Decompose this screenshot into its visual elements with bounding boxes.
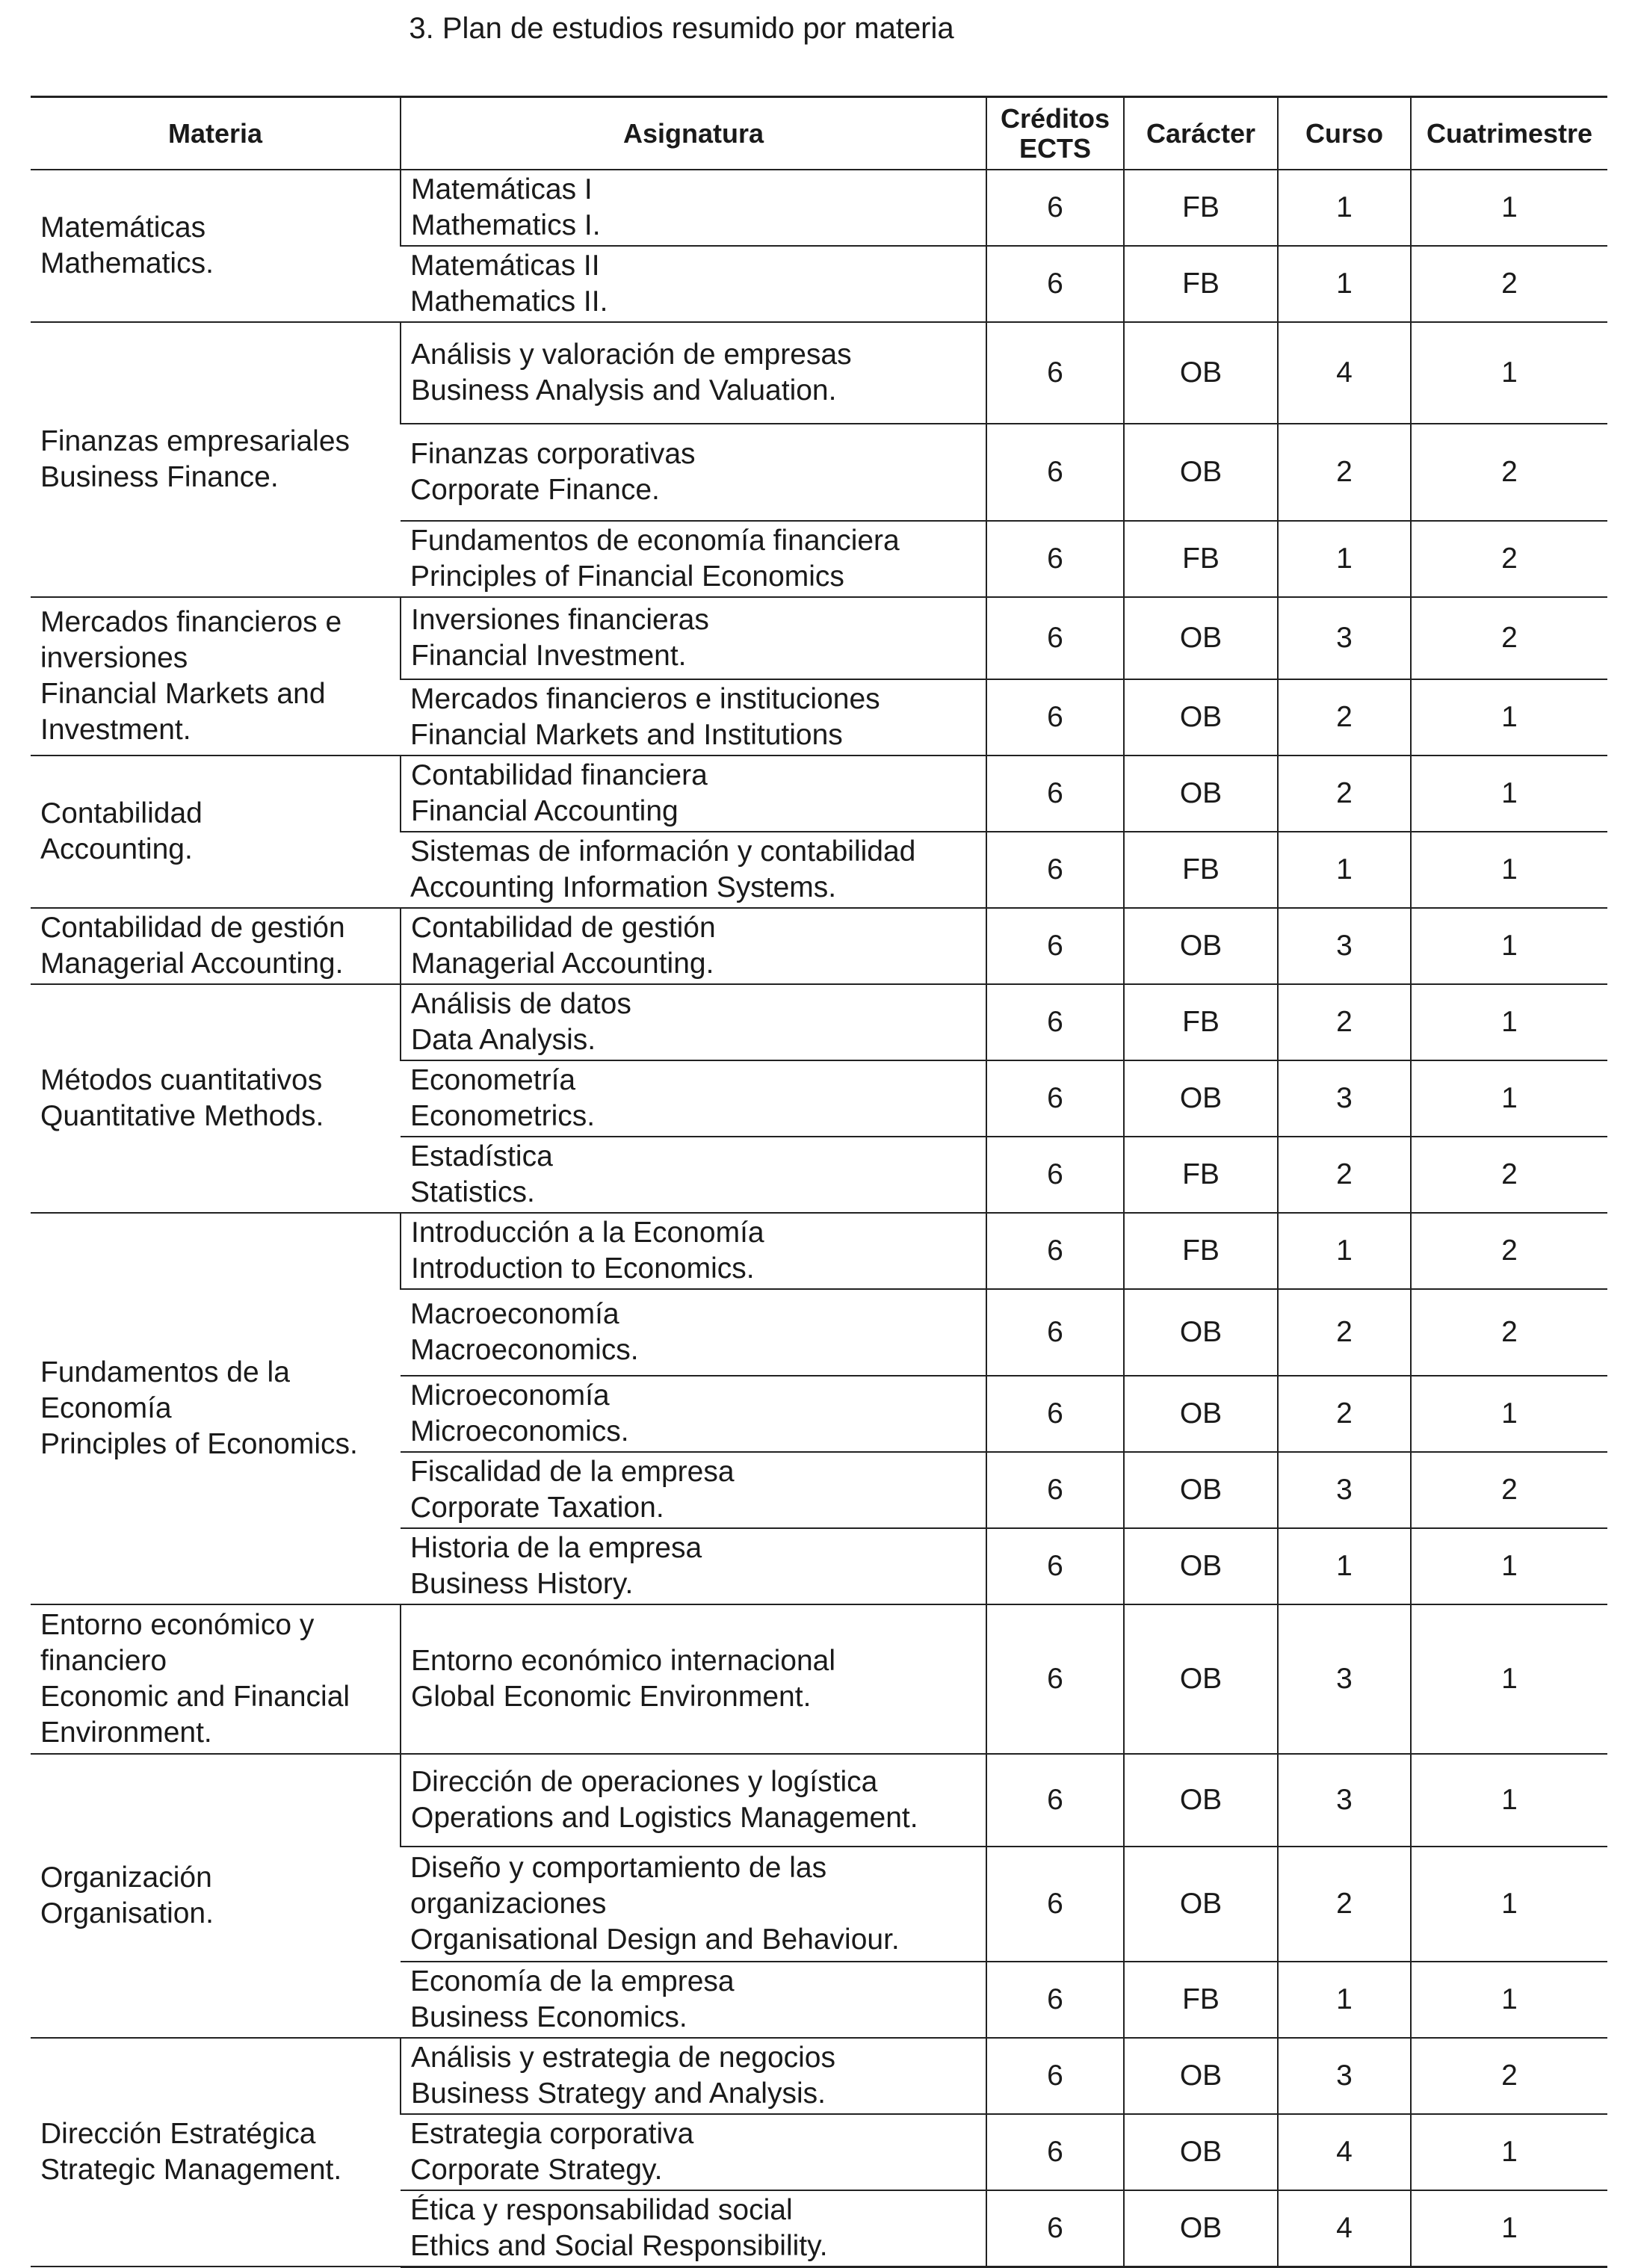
- cuatrimestre-cell: 2: [1411, 597, 1607, 679]
- asignatura-en: Financial Investment.: [411, 640, 687, 672]
- table-row: [31, 908, 1607, 984]
- caracter-cell: OB: [1124, 2038, 1278, 2114]
- caracter-cell: OB: [1124, 424, 1278, 521]
- curriculum-table: [31, 96, 1607, 2268]
- asignatura-en: Microeconomics.: [410, 1415, 629, 1447]
- table-row: [31, 1213, 1607, 1289]
- asignatura-es: Historia de la empresa: [410, 1532, 702, 1564]
- materia-line: Contabilidad: [40, 797, 203, 829]
- table-row: [31, 170, 1607, 246]
- asignatura-cell: [401, 1213, 986, 1289]
- cuatrimestre-cell: 1: [1411, 2190, 1607, 2267]
- cuatrimestre-cell: 2: [1411, 1213, 1607, 1289]
- creditos-cell: 6: [986, 170, 1124, 246]
- caracter-cell: FB: [1124, 984, 1278, 1060]
- asignatura-en: Data Analysis.: [411, 1024, 596, 1056]
- asignatura-en: Ethics and Social Responsibility.: [410, 2229, 828, 2262]
- header-cuatrimestre: Cuatrimestre: [1411, 97, 1607, 170]
- asignatura-en: Corporate Finance.: [410, 474, 660, 506]
- curso-cell: 1: [1278, 170, 1411, 246]
- table-row: [31, 322, 1607, 424]
- asignatura-en: Financial Accounting: [411, 795, 679, 827]
- materia-line: Métodos cuantitativos: [40, 1064, 323, 1096]
- asignatura-en: Business History.: [410, 1568, 634, 1600]
- asignatura-cell: [401, 2114, 986, 2190]
- materia-line: Organisation.: [40, 1897, 214, 1929]
- materia-line: Quantitative Methods.: [40, 1100, 324, 1132]
- table-row: [31, 1754, 1607, 1847]
- asignatura-en: Mathematics I.: [411, 209, 601, 241]
- asignatura-en: Financial Markets and Institutions: [410, 719, 843, 751]
- asignatura-es: Economía de la empresa: [410, 1965, 735, 1997]
- creditos-cell: 6: [986, 679, 1124, 756]
- caracter-cell: OB: [1124, 679, 1278, 756]
- cuatrimestre-cell: 2: [1411, 2038, 1607, 2114]
- caracter-cell: FB: [1124, 170, 1278, 246]
- materia-line: Accounting.: [40, 833, 193, 865]
- asignatura-es: Análisis de datos: [411, 988, 631, 1020]
- creditos-cell: 6: [986, 756, 1124, 832]
- materia-line: Managerial Accounting.: [40, 948, 344, 980]
- asignatura-en: Managerial Accounting.: [411, 948, 714, 980]
- cuatrimestre-cell: 1: [1411, 984, 1607, 1060]
- creditos-cell: 6: [986, 984, 1124, 1060]
- creditos-cell: 6: [986, 2114, 1124, 2190]
- cuatrimestre-cell: 1: [1411, 908, 1607, 984]
- cuatrimestre-cell: 1: [1411, 1604, 1607, 1754]
- asignatura-cell: [401, 1528, 986, 1604]
- cuatrimestre-cell: 1: [1411, 170, 1607, 246]
- cuatrimestre-cell: 1: [1411, 1528, 1607, 1604]
- creditos-cell: 6: [986, 424, 1124, 521]
- caracter-cell: OB: [1124, 1528, 1278, 1604]
- cuatrimestre-cell: 1: [1411, 679, 1607, 756]
- asignatura-es: Análisis y estrategia de negocios: [411, 2042, 835, 2074]
- asignatura-en: Global Economic Environment.: [411, 1681, 812, 1713]
- asignatura-es: Análisis y valoración de empresas: [411, 339, 852, 371]
- asignatura-en: Business Strategy and Analysis.: [411, 2077, 826, 2110]
- curso-cell: 2: [1278, 1376, 1411, 1452]
- caracter-cell: OB: [1124, 908, 1278, 984]
- curso-cell: 2: [1278, 1137, 1411, 1213]
- materia-line: Entorno económico y financiero: [40, 1609, 315, 1677]
- curso-cell: 3: [1278, 1754, 1411, 1847]
- curso-cell: 2: [1278, 679, 1411, 756]
- creditos-cell: 6: [986, 1962, 1124, 2038]
- cuatrimestre-cell: 1: [1411, 2114, 1607, 2190]
- asignatura-cell: [401, 1289, 986, 1376]
- asignatura-es: Matemáticas II: [410, 250, 600, 282]
- asignatura-cell: [401, 679, 986, 756]
- asignatura-en: Organisational Design and Behaviour.: [410, 1924, 900, 1956]
- asignatura-es: Fundamentos de economía financiera: [410, 525, 900, 557]
- asignatura-cell: [401, 1452, 986, 1528]
- materia-line: Strategic Management.: [40, 2154, 342, 2186]
- curso-cell: 1: [1278, 1962, 1411, 2038]
- caracter-cell: OB: [1124, 2190, 1278, 2267]
- curso-cell: 3: [1278, 597, 1411, 679]
- page-title-text: 3. Plan de estudios resumido por materia: [409, 12, 954, 45]
- table-row: [31, 597, 1607, 679]
- asignatura-en: Operations and Logistics Management.: [411, 1802, 918, 1834]
- materia-cell: [31, 756, 401, 908]
- curso-cell: 2: [1278, 756, 1411, 832]
- header-creditos: [986, 97, 1124, 170]
- page-title: [0, 12, 1635, 46]
- caracter-cell: FB: [1124, 246, 1278, 322]
- cuatrimestre-cell: 1: [1411, 322, 1607, 424]
- curso-cell: 4: [1278, 322, 1411, 424]
- caracter-cell: FB: [1124, 1213, 1278, 1289]
- asignatura-en: Macroeconomics.: [410, 1334, 639, 1366]
- curso-cell: 2: [1278, 1847, 1411, 1962]
- materia-cell: [31, 984, 401, 1213]
- materia-line: Financial Markets and Investment.: [40, 678, 326, 746]
- curso-cell: 3: [1278, 1604, 1411, 1754]
- asignatura-es: Dirección de operaciones y logística: [411, 1766, 878, 1798]
- asignatura-cell: [401, 322, 986, 424]
- caracter-cell: FB: [1124, 1962, 1278, 2038]
- materia-cell: [31, 1213, 401, 1604]
- creditos-cell: 6: [986, 2038, 1124, 2114]
- asignatura-es: Contabilidad de gestión: [411, 912, 716, 944]
- asignatura-es: Estrategia corporativa: [410, 2118, 694, 2150]
- materia-line: Matemáticas: [40, 211, 206, 244]
- creditos-cell: 6: [986, 521, 1124, 597]
- materia-cell: [31, 1604, 401, 1754]
- caracter-cell: OB: [1124, 2114, 1278, 2190]
- cuatrimestre-cell: 1: [1411, 832, 1607, 908]
- creditos-cell: 6: [986, 1452, 1124, 1528]
- asignatura-en: Corporate Strategy.: [410, 2154, 663, 2186]
- table-row: [31, 2038, 1607, 2114]
- creditos-cell: 6: [986, 597, 1124, 679]
- asignatura-cell: [401, 597, 986, 679]
- asignatura-en: Business Economics.: [410, 2001, 687, 2033]
- curso-cell: 2: [1278, 424, 1411, 521]
- asignatura-cell: [401, 1376, 986, 1452]
- creditos-cell: 6: [986, 1060, 1124, 1137]
- cuatrimestre-cell: 1: [1411, 1847, 1607, 1962]
- asignatura-en: Corporate Taxation.: [410, 1492, 664, 1524]
- curso-cell: 3: [1278, 2038, 1411, 2114]
- asignatura-es: Microeconomía: [410, 1379, 610, 1412]
- asignatura-es: Ética y responsabilidad social: [410, 2193, 793, 2226]
- caracter-cell: OB: [1124, 597, 1278, 679]
- cuatrimestre-cell: 1: [1411, 756, 1607, 832]
- asignatura-es: Estadística: [410, 1140, 553, 1172]
- materia-line: Mathematics.: [40, 247, 214, 279]
- caracter-cell: FB: [1124, 832, 1278, 908]
- caracter-cell: OB: [1124, 1452, 1278, 1528]
- caracter-cell: OB: [1124, 756, 1278, 832]
- creditos-cell: 6: [986, 1754, 1124, 1847]
- curso-cell: 4: [1278, 2190, 1411, 2267]
- cuatrimestre-cell: 1: [1411, 1962, 1607, 2038]
- asignatura-en: Business Analysis and Valuation.: [411, 374, 837, 407]
- asignatura-cell: [401, 1847, 986, 1962]
- caracter-cell: OB: [1124, 1754, 1278, 1847]
- caracter-cell: FB: [1124, 521, 1278, 597]
- creditos-cell: 6: [986, 322, 1124, 424]
- asignatura-en: Principles of Financial Economics: [410, 560, 844, 593]
- asignatura-es: Contabilidad financiera: [411, 759, 708, 791]
- materia-line: Economic and Financial Environment.: [40, 1681, 350, 1749]
- curso-cell: 2: [1278, 1289, 1411, 1376]
- materia-line: Contabilidad de gestión: [40, 912, 345, 944]
- creditos-cell: 6: [986, 2190, 1124, 2267]
- creditos-cell: 6: [986, 1847, 1124, 1962]
- cuatrimestre-cell: 1: [1411, 1376, 1607, 1452]
- cuatrimestre-cell: 2: [1411, 1289, 1607, 1376]
- creditos-cell: 6: [986, 1604, 1124, 1754]
- asignatura-cell: [401, 984, 986, 1060]
- asignatura-en: Mathematics II.: [410, 285, 608, 318]
- asignatura-cell: [401, 521, 986, 597]
- materia-cell: [31, 1754, 401, 2038]
- creditos-cell: 6: [986, 1213, 1124, 1289]
- header-materia: Materia: [31, 97, 401, 170]
- creditos-cell: 6: [986, 1376, 1124, 1452]
- asignatura-es: Fiscalidad de la empresa: [410, 1456, 735, 1488]
- table-row: [31, 1604, 1607, 1754]
- cuatrimestre-cell: 2: [1411, 246, 1607, 322]
- asignatura-es: Econometría: [410, 1064, 576, 1096]
- header-creditos-label: Créditos ECTS: [1000, 102, 1110, 164]
- caracter-cell: OB: [1124, 1060, 1278, 1137]
- caracter-cell: FB: [1124, 1137, 1278, 1213]
- asignatura-es: Inversiones financieras: [411, 604, 709, 636]
- header-row: [31, 97, 1607, 170]
- asignatura-cell: [401, 246, 986, 322]
- asignatura-en: Accounting Information Systems.: [410, 871, 837, 903]
- cuatrimestre-cell: 2: [1411, 1452, 1607, 1528]
- asignatura-es: Mercados financieros e instituciones: [410, 683, 880, 715]
- materia-line: Fundamentos de la Economía: [40, 1356, 290, 1424]
- caracter-cell: OB: [1124, 1376, 1278, 1452]
- materia-cell: [31, 908, 401, 984]
- curso-cell: 1: [1278, 521, 1411, 597]
- creditos-cell: 6: [986, 246, 1124, 322]
- caracter-cell: OB: [1124, 1847, 1278, 1962]
- asignatura-cell: [401, 2190, 986, 2267]
- caracter-cell: OB: [1124, 1289, 1278, 1376]
- curso-cell: 4: [1278, 2114, 1411, 2190]
- asignatura-en: Econometrics.: [410, 1100, 596, 1132]
- asignatura-es: Diseño y comportamiento de las organizaciones: [410, 1852, 827, 1920]
- curso-cell: 1: [1278, 1213, 1411, 1289]
- curso-cell: 1: [1278, 246, 1411, 322]
- asignatura-es: Matemáticas I: [411, 173, 593, 206]
- asignatura-es: Sistemas de información y contabilidad: [410, 835, 916, 868]
- creditos-cell: 6: [986, 1137, 1124, 1213]
- asignatura-cell: [401, 1962, 986, 2038]
- materia-line: Dirección Estratégica: [40, 2118, 316, 2150]
- materia-cell: [31, 2038, 401, 2267]
- asignatura-cell: [401, 1604, 986, 1754]
- asignatura-es: Entorno económico internacional: [411, 1645, 836, 1677]
- asignatura-cell: [401, 1060, 986, 1137]
- materia-line: Mercados financieros e inversiones: [40, 606, 342, 674]
- materia-line: Business Finance.: [40, 461, 279, 493]
- cuatrimestre-cell: 2: [1411, 521, 1607, 597]
- curso-cell: 1: [1278, 1528, 1411, 1604]
- asignatura-cell: [401, 1137, 986, 1213]
- asignatura-cell: [401, 2038, 986, 2114]
- table-row: [31, 756, 1607, 832]
- asignatura-cell: [401, 170, 986, 246]
- asignatura-es: Macroeconomía: [410, 1298, 619, 1330]
- curso-cell: 2: [1278, 984, 1411, 1060]
- materia-cell: [31, 322, 401, 597]
- table-body: [31, 170, 1607, 2267]
- asignatura-en: Statistics.: [410, 1176, 535, 1208]
- caracter-cell: OB: [1124, 322, 1278, 424]
- curso-cell: 3: [1278, 1060, 1411, 1137]
- creditos-cell: 6: [986, 1289, 1124, 1376]
- materia-line: Organización: [40, 1861, 212, 1894]
- asignatura-cell: [401, 1754, 986, 1847]
- asignatura-cell: [401, 832, 986, 908]
- materia-line: Principles of Economics.: [40, 1428, 358, 1460]
- cuatrimestre-cell: 2: [1411, 1137, 1607, 1213]
- materia-cell: [31, 597, 401, 756]
- asignatura-en: Introduction to Economics.: [411, 1252, 755, 1285]
- asignatura-es: Introducción a la Economía: [411, 1217, 764, 1249]
- cuatrimestre-cell: 1: [1411, 1754, 1607, 1847]
- curso-cell: 3: [1278, 1452, 1411, 1528]
- asignatura-es: Finanzas corporativas: [410, 438, 696, 470]
- curso-cell: 1: [1278, 832, 1411, 908]
- asignatura-cell: [401, 908, 986, 984]
- curso-cell: 3: [1278, 908, 1411, 984]
- creditos-cell: 6: [986, 832, 1124, 908]
- creditos-cell: 6: [986, 908, 1124, 984]
- header-curso: Curso: [1278, 97, 1411, 170]
- materia-line: Finanzas empresariales: [40, 425, 350, 457]
- header-caracter: Carácter: [1124, 97, 1278, 170]
- cuatrimestre-cell: 1: [1411, 1060, 1607, 1137]
- materia-cell: [31, 170, 401, 322]
- asignatura-cell: [401, 756, 986, 832]
- caracter-cell: OB: [1124, 1604, 1278, 1754]
- header-asignatura: Asignatura: [401, 97, 986, 170]
- creditos-cell: 6: [986, 1528, 1124, 1604]
- table-row: [31, 984, 1607, 1060]
- asignatura-cell: [401, 424, 986, 521]
- cuatrimestre-cell: 2: [1411, 424, 1607, 521]
